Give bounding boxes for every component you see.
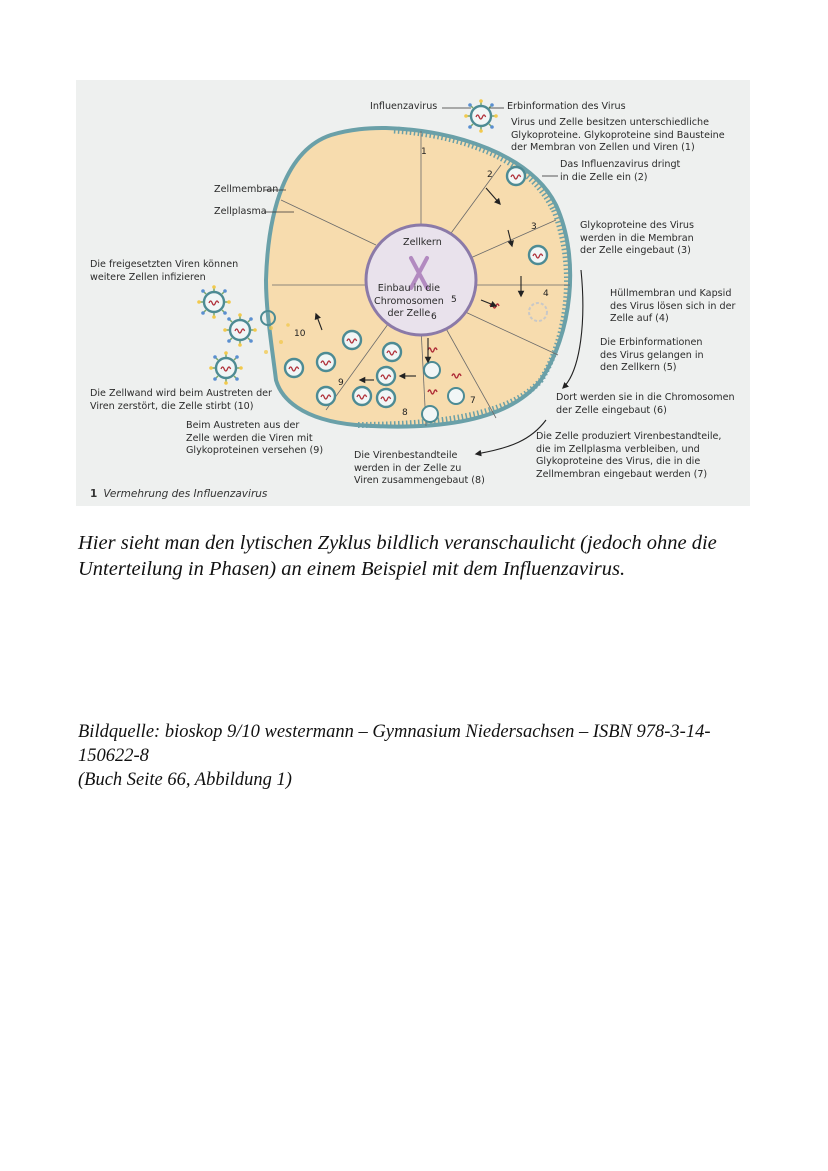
step-number-10: 10 [294, 329, 306, 339]
label-erbinformation: Erbinformation des Virus [507, 101, 626, 112]
label-glykoproteine: Virus und Zelle besitzen unterschiedliche Glykoproteine. Glykoproteine sind Bausteine der Membran von Zellen und Viren (1) [511, 117, 725, 154]
label-chromosomen: Dort werden sie in die Chromosomen der Zelle eingebaut (6) [556, 392, 735, 416]
step-number-2: 2 [487, 170, 493, 180]
label-dringt-ein: Das Influenzavirus dringt in die Zelle ein (2) [560, 159, 681, 183]
caption-text: Vermehrung des Influenzavirus [103, 488, 268, 500]
label-produziert: Die Zelle produziert Virenbestandteile, die im Zellplasma verbleiben, und Glykoproteine des Virus, die in die Zellmembran eingebaut werden (7) [536, 431, 722, 480]
step-number-3: 3 [531, 222, 537, 232]
step-number-9: 9 [338, 378, 344, 388]
description-paragraph: Hier sieht man den lytischen Zyklus bildlich veranschaulicht (jedoch ohne die Unterteilung in Phasen) an einem Beispiel mit dem Influenzavirus. [78, 532, 717, 580]
source-paragraph [78, 720, 758, 792]
label-zellmembran: Zellmembran [214, 184, 279, 195]
influenza-virus-icon [464, 99, 498, 133]
step-number-7: 7 [470, 396, 476, 406]
step-number-1: 1 [421, 147, 427, 157]
label-zellwand: Die Zellwand wird beim Austreten der Viren zerstört, die Zelle stirbt (10) [90, 388, 273, 412]
label-zellkern: Zellkern [403, 237, 442, 248]
figure-caption [90, 488, 267, 500]
label-zusammengebaut: Die Virenbestandteile werden in der Zelle zu Viren zusammengebaut (8) [354, 450, 485, 487]
figure-influenza-cycle [76, 80, 750, 506]
label-huellmembran: Hüllmembran und Kapsid des Virus lösen sich in der Zelle auf (4) [610, 288, 736, 325]
label-zellplasma: Zellplasma [214, 206, 267, 217]
caption-number: 1 [90, 488, 98, 500]
label-membran-eingebaut: Glykoproteine des Virus werden in die Membran der Zelle eingebaut (3) [580, 220, 694, 257]
label-freigesetzt: Die freigesetzten Viren können weitere Zellen infizieren [90, 259, 239, 283]
source-line: Bildquelle: bioskop 9/10 westermann – Gymnasium Niedersachsen – ISBN 978-3-14-150622-8 [78, 722, 711, 766]
label-einbau: Einbau in die Chromosomen der Zelle [374, 283, 444, 320]
label-erbinfo-zellkern: Die Erbinformationen des Virus gelangen in den Zellkern (5) [600, 337, 704, 374]
book-page-line: (Buch Seite 66, Abbildung 1) [78, 770, 292, 790]
step-number-5: 5 [451, 295, 457, 305]
step-number-6: 6 [431, 312, 437, 322]
label-influenzavirus: Influenzavirus [370, 101, 438, 112]
step-number-4: 4 [543, 289, 549, 299]
step-number-8: 8 [402, 408, 408, 418]
label-austreten: Beim Austreten aus der Zelle werden die Viren mit Glykoproteinen versehen (9) [186, 420, 324, 457]
